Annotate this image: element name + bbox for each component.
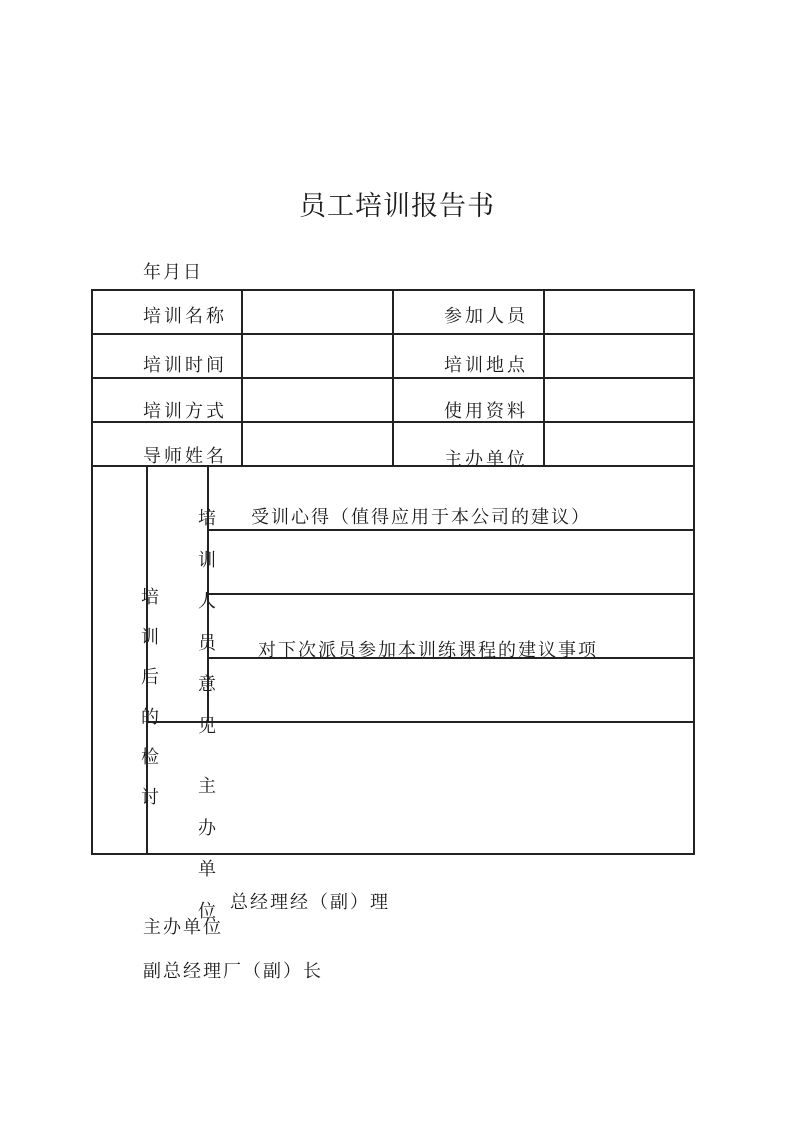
label-training-place: 培训地点 (444, 355, 528, 376)
document-title: 员工培训报告书 (299, 191, 495, 222)
label-training-time: 培训时间 (143, 355, 227, 376)
value-host-unit[interactable] (546, 424, 692, 464)
label-participants: 参加人员 (444, 306, 528, 327)
value-training-place[interactable] (546, 336, 692, 376)
experience-input-area[interactable] (210, 532, 692, 591)
value-participants[interactable] (546, 292, 692, 332)
value-mentor-name[interactable] (244, 424, 390, 464)
value-training-method[interactable] (244, 380, 390, 420)
label-materials-used: 使用资料 (444, 401, 528, 422)
suggestion-heading: 对下次派员参加本训练课程的建议事项 (258, 640, 598, 661)
label-training-method: 培训方式 (143, 401, 227, 422)
review-row-divider (146, 721, 695, 723)
col-divider (543, 289, 545, 465)
footer-host-unit: 主办单位 (143, 917, 223, 938)
experience-heading: 受训心得（值得应用于本公司的建议） (251, 507, 591, 528)
table-border-bottom (91, 853, 695, 855)
table-border-right (693, 289, 695, 854)
footer-deputy-gm: 副总经理厂（副）长 (143, 961, 323, 982)
table-border-left (91, 289, 93, 854)
suggestion-input-area[interactable] (210, 660, 692, 719)
value-training-time[interactable] (244, 336, 390, 376)
col-divider (392, 289, 394, 465)
trainee-opinion-label: 培训人员意见 (198, 508, 216, 737)
review-row-divider (207, 529, 695, 531)
review-outer-label: 培训后的检讨 (141, 587, 159, 808)
col-divider (241, 289, 243, 465)
host-unit-input-area[interactable] (210, 724, 692, 851)
value-materials-used[interactable] (546, 380, 692, 420)
label-mentor-name: 导师姓名 (143, 446, 227, 467)
label-host-unit: 主办单位 (444, 449, 528, 470)
date-line: 年月日 (143, 262, 203, 283)
host-unit-vertical-label: 主办单位 (198, 776, 216, 922)
review-row-divider (207, 593, 695, 595)
label-training-name: 培训名称 (143, 306, 227, 327)
experience-input-area[interactable] (210, 596, 692, 655)
value-training-name[interactable] (244, 292, 390, 332)
gm-signature-line: 总经理经（副）理 (230, 892, 390, 913)
